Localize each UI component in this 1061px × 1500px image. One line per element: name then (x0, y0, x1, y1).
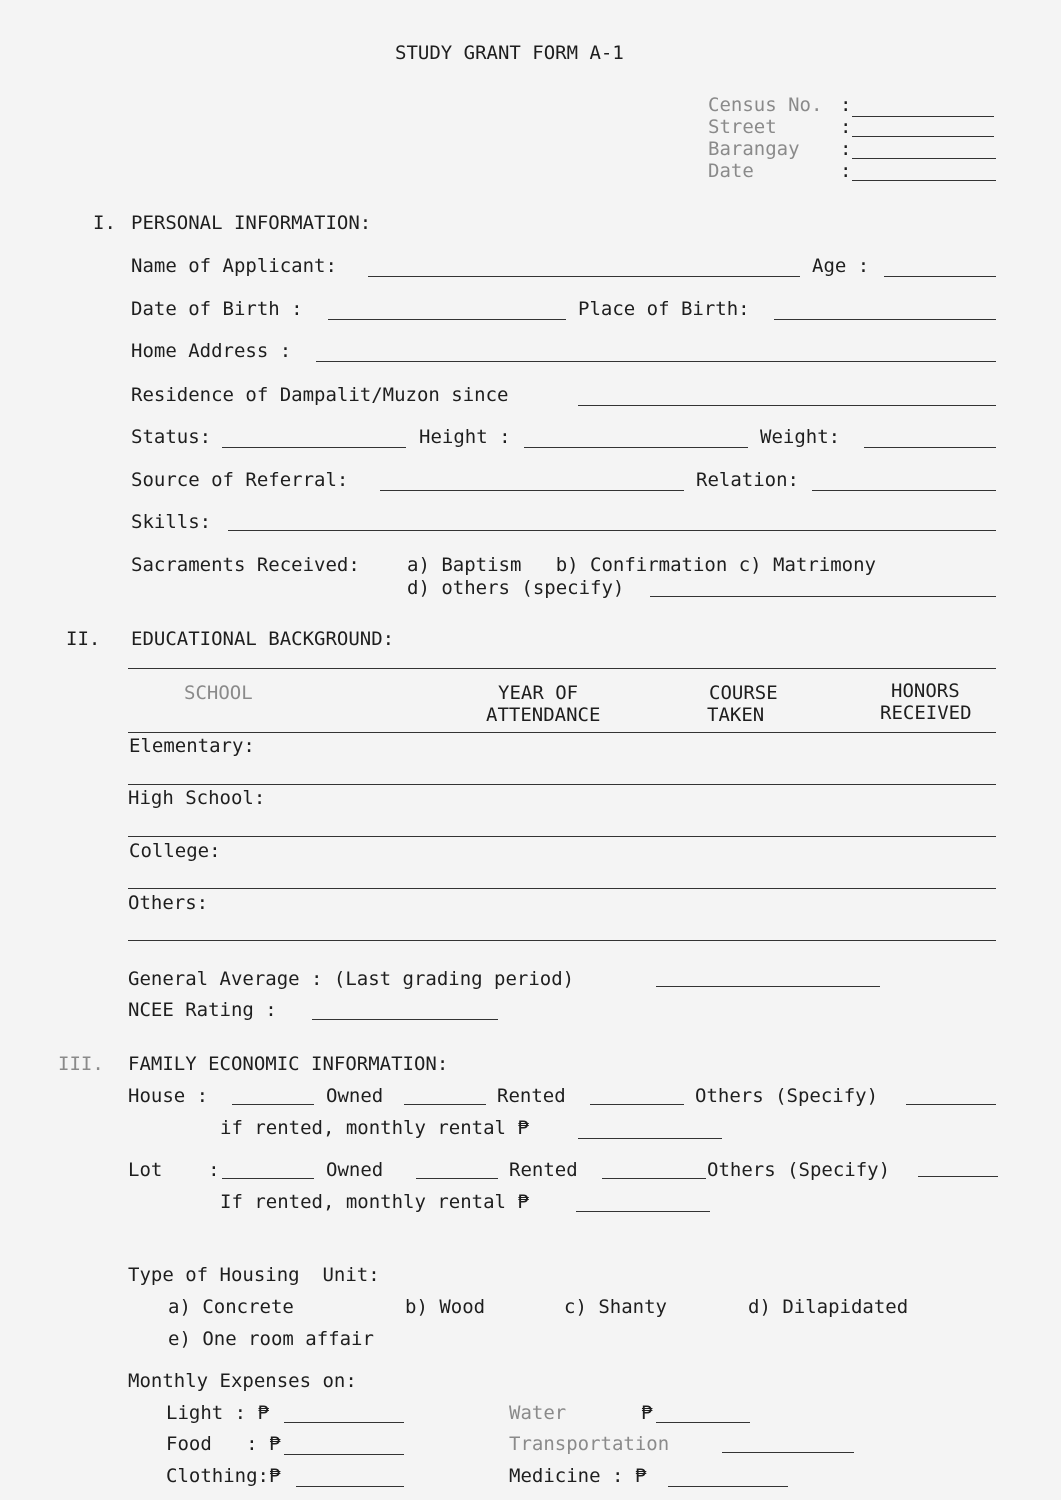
lot-rented-blank[interactable] (416, 1178, 498, 1179)
section3-numeral: III. (58, 1053, 104, 1075)
transportation-field[interactable] (722, 1452, 854, 1453)
lot-others-field[interactable] (918, 1176, 998, 1177)
barangay-field[interactable] (852, 158, 996, 159)
address-label: Home Address : (131, 340, 292, 362)
pob-field[interactable] (774, 319, 996, 320)
house-monthly-rental-field[interactable] (578, 1138, 722, 1139)
barangay-colon: : (840, 138, 852, 160)
street-field[interactable] (852, 136, 994, 137)
clothing-field[interactable] (296, 1486, 404, 1487)
date-colon: : (840, 160, 852, 182)
address-field[interactable] (316, 361, 996, 362)
water-label: Water (509, 1402, 567, 1424)
transportation-label: Transportation (509, 1433, 670, 1455)
residence-field[interactable] (578, 405, 996, 406)
sacraments-label: Sacraments Received: (131, 554, 360, 576)
medicine-label: Medicine : ₱ (509, 1465, 647, 1487)
sacraments-options-2: d) others (specify) (407, 577, 625, 599)
census-no-field[interactable] (852, 116, 994, 117)
section1-title: PERSONAL INFORMATION: (131, 212, 372, 234)
water-field[interactable] (656, 1422, 750, 1423)
dob-field[interactable] (328, 319, 566, 320)
col-honors-header-1: HONORS (891, 680, 960, 702)
section3-title: FAMILY ECONOMIC INFORMATION: (128, 1053, 449, 1075)
col-honors-header-2: RECEIVED (880, 702, 972, 724)
col-course-header-2: TAKEN (707, 704, 765, 726)
house-rented-blank[interactable] (404, 1104, 486, 1105)
height-field[interactable] (524, 447, 748, 448)
row-highschool-label: High School: (128, 787, 266, 809)
row-elementary-label: Elementary: (129, 735, 255, 757)
pob-label: Place of Birth: (578, 298, 750, 320)
housing-option-dilapidated[interactable]: d) Dilapidated (748, 1296, 909, 1318)
lot-others-blank[interactable] (602, 1178, 706, 1179)
section1-numeral: I. (93, 212, 116, 234)
referral-label: Source of Referral: (131, 469, 349, 491)
house-others-field[interactable] (906, 1104, 996, 1105)
lot-monthly-rental-label: If rented, monthly rental ₱ (220, 1191, 529, 1213)
weight-field[interactable] (864, 447, 996, 448)
section2-title: EDUCATIONAL BACKGROUND: (131, 628, 395, 650)
street-label: Street (708, 116, 777, 138)
row-others-rule[interactable] (128, 940, 996, 941)
house-others-blank[interactable] (590, 1104, 684, 1105)
dob-label: Date of Birth : (131, 298, 303, 320)
row-elementary-rule[interactable] (128, 784, 996, 785)
col-year-header-1: YEAR OF (498, 682, 579, 704)
col-course-header-1: COURSE (709, 682, 778, 704)
lot-others-label: Others (Specify) (707, 1159, 891, 1181)
housing-option-wood[interactable]: b) Wood (405, 1296, 486, 1318)
house-monthly-rental-label: if rented, monthly rental ₱ (220, 1117, 529, 1139)
medicine-field[interactable] (668, 1486, 788, 1487)
census-no-label: Census No. (708, 94, 823, 116)
date-field[interactable] (852, 180, 996, 181)
section2-numeral: II. (66, 628, 101, 650)
census-no-colon: : (840, 94, 852, 116)
housing-option-one-room[interactable]: e) One room affair (168, 1328, 374, 1350)
street-colon: : (840, 116, 852, 138)
status-field[interactable] (222, 447, 406, 448)
col-year-header-2: ATTENDANCE (486, 704, 601, 726)
table-top-rule (128, 668, 996, 669)
food-field[interactable] (284, 1454, 404, 1455)
age-label: Age : (812, 255, 870, 277)
status-label: Status: (131, 426, 212, 448)
house-rented-label: Rented (497, 1085, 566, 1107)
name-field[interactable] (368, 276, 800, 277)
ncee-field[interactable] (312, 1019, 498, 1020)
average-label: General Average : (Last grading period) (128, 968, 575, 990)
ncee-label: NCEE Rating : (128, 999, 277, 1021)
form-title: STUDY GRANT FORM A-1 (395, 42, 624, 64)
average-field[interactable] (656, 986, 880, 987)
house-owned-blank[interactable] (232, 1104, 314, 1105)
lot-monthly-rental-field[interactable] (576, 1211, 710, 1212)
house-owned-label: Owned (326, 1085, 384, 1107)
light-field[interactable] (284, 1422, 404, 1423)
lot-owned-blank[interactable] (222, 1178, 314, 1179)
residence-label: Residence of Dampalit/Muzon since (131, 384, 509, 406)
age-field[interactable] (884, 276, 996, 277)
lot-rented-label: Rented (509, 1159, 578, 1181)
date-label: Date (708, 160, 754, 182)
referral-field[interactable] (380, 490, 684, 491)
food-label: Food : ₱ (166, 1433, 281, 1455)
barangay-label: Barangay (708, 138, 800, 160)
clothing-label: Clothing:₱ (166, 1465, 281, 1487)
col-school-header: SCHOOL (184, 682, 253, 704)
name-label: Name of Applicant: (131, 255, 337, 277)
height-label: Height : (419, 426, 511, 448)
expenses-label: Monthly Expenses on: (128, 1370, 357, 1392)
sacraments-others-field[interactable] (650, 596, 996, 597)
row-college-rule[interactable] (128, 888, 996, 889)
housing-type-label: Type of Housing Unit: (128, 1264, 380, 1286)
light-label: Light : ₱ (166, 1402, 269, 1424)
weight-label: Weight: (760, 426, 841, 448)
housing-option-concrete[interactable]: a) Concrete (168, 1296, 294, 1318)
house-label: House : (128, 1085, 209, 1107)
row-highschool-rule[interactable] (128, 836, 996, 837)
housing-option-shanty[interactable]: c) Shanty (564, 1296, 667, 1318)
water-peso: ₱ (641, 1402, 653, 1424)
sacraments-options-1: a) Baptism b) Confirmation c) Matrimony (407, 554, 876, 576)
house-others-label: Others (Specify) (695, 1085, 879, 1107)
skills-field[interactable] (228, 530, 996, 531)
row-others-label: Others: (128, 892, 209, 914)
relation-field[interactable] (812, 490, 996, 491)
lot-label: Lot : (128, 1159, 220, 1181)
skills-label: Skills: (131, 511, 212, 533)
lot-owned-label: Owned (326, 1159, 384, 1181)
table-header-rule (128, 732, 996, 733)
relation-label: Relation: (696, 469, 799, 491)
row-college-label: College: (129, 840, 221, 862)
